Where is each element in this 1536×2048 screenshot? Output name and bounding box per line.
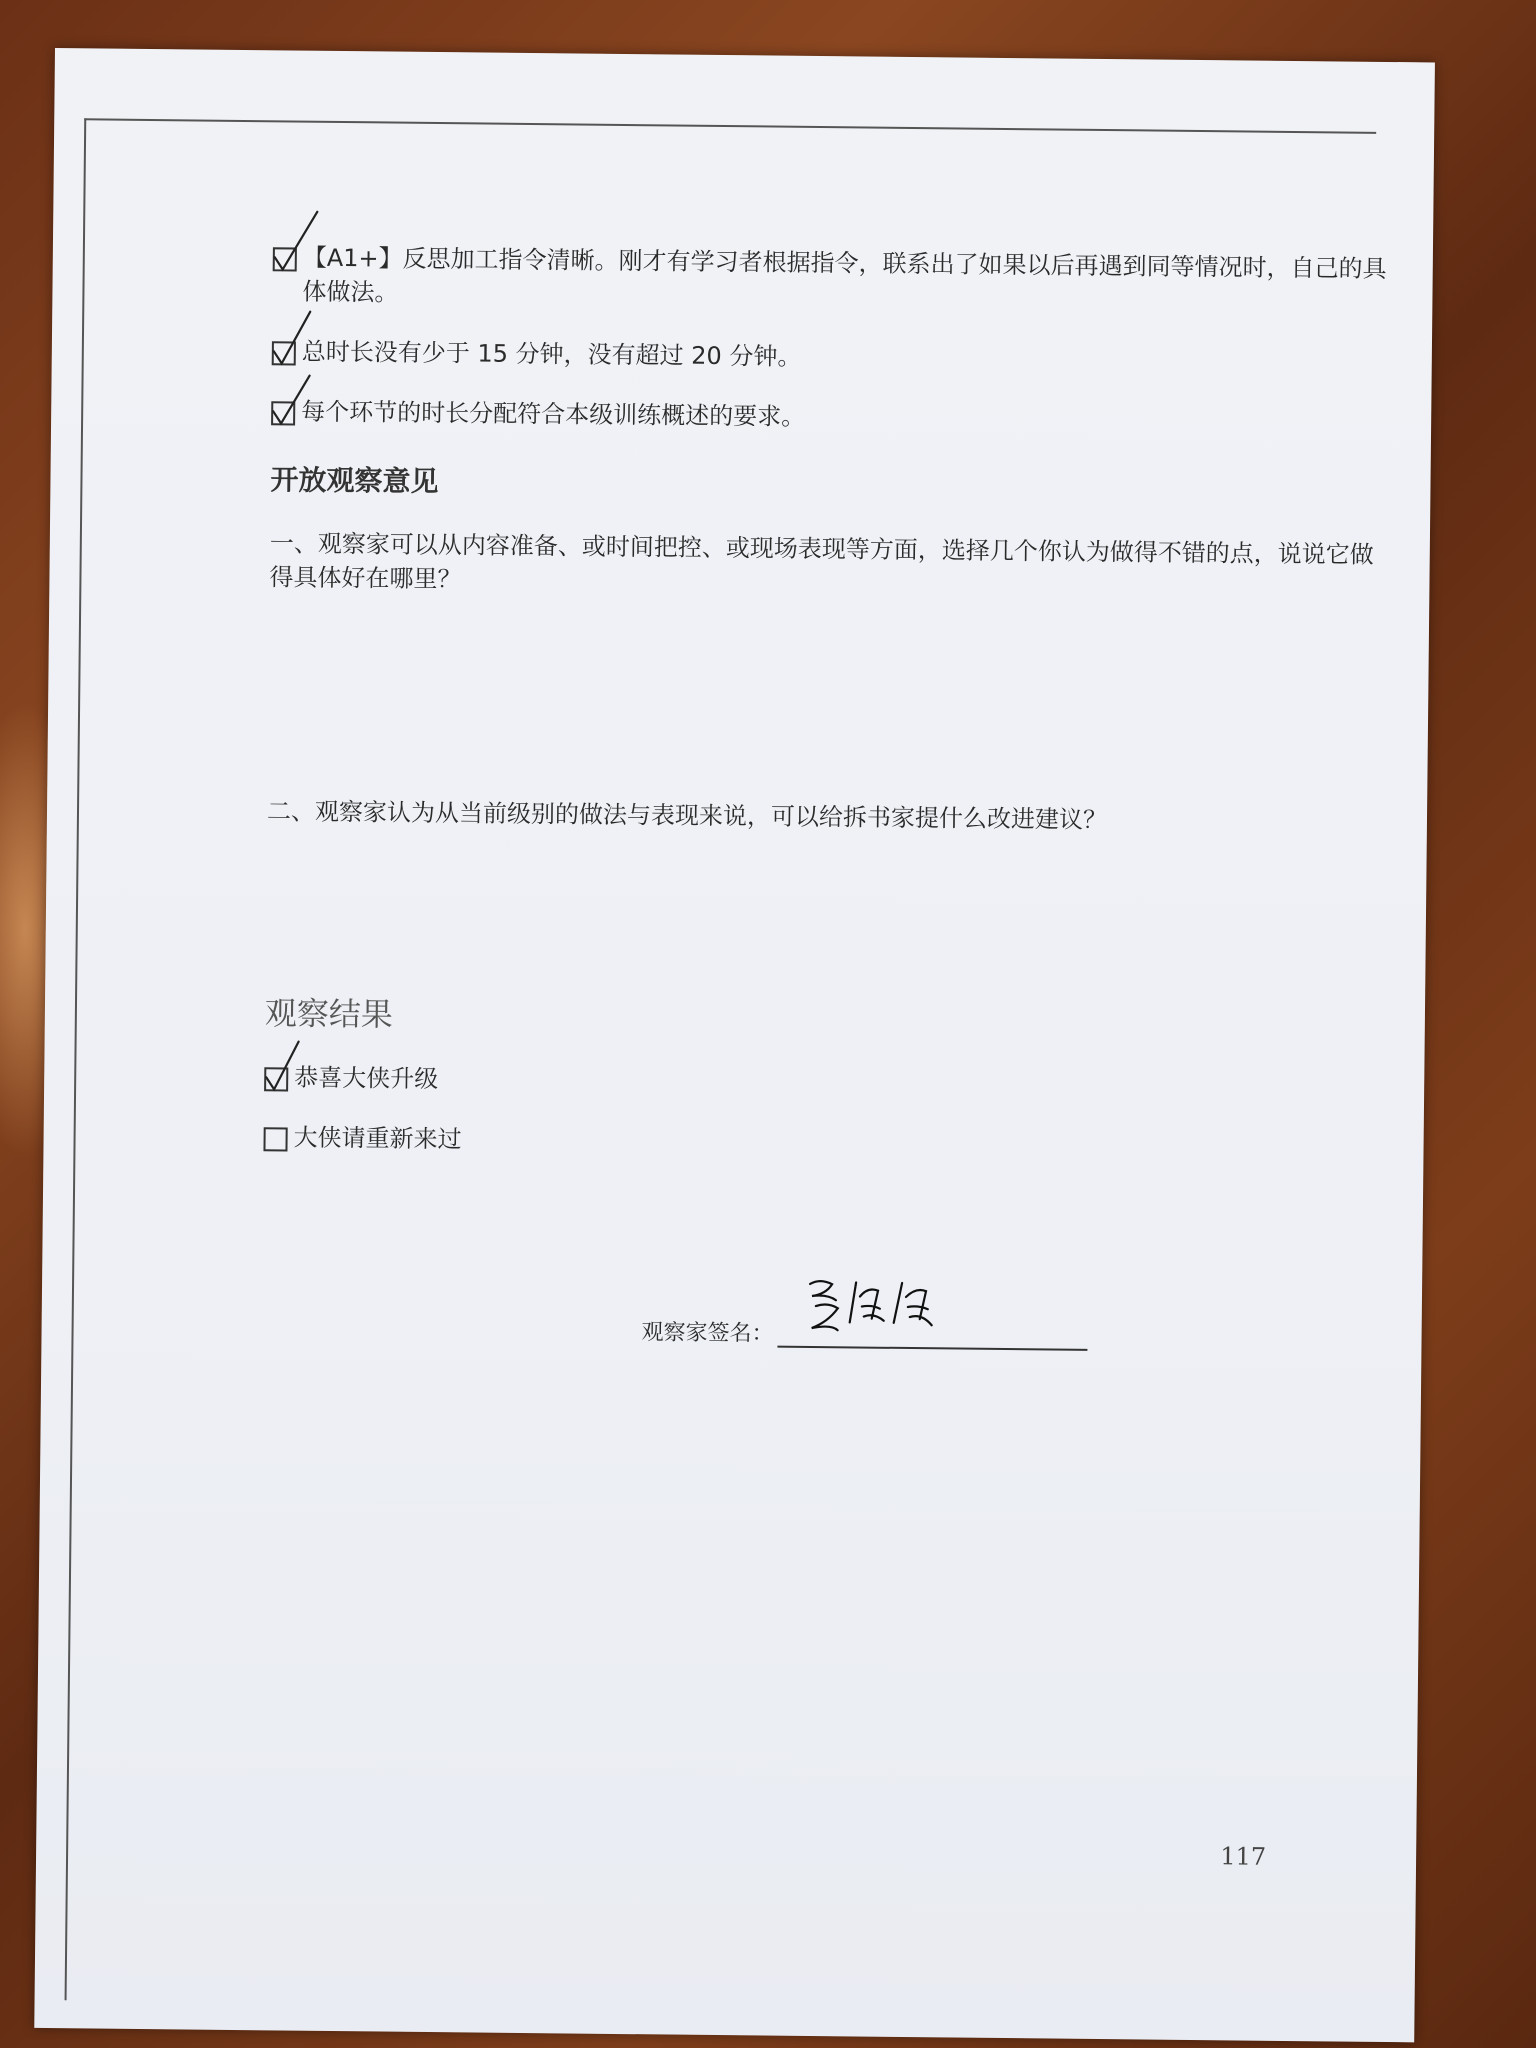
- page-number: 117: [1220, 1842, 1267, 1871]
- question-1: 一、观察家可以从内容准备、或时间把控、或现场表现等方面，选择几个你认为做得不错的点，说说它做得具体好在哪里？: [269, 529, 1374, 594]
- result-option[interactable]: [264, 1060, 1384, 1106]
- observation-result-heading: 观察结果: [264, 994, 394, 1034]
- checklist-item[interactable]: [272, 240, 1393, 320]
- checkbox-checked[interactable]: [271, 401, 295, 425]
- signature-line[interactable]: [777, 1296, 1088, 1351]
- checkbox-unchecked[interactable]: [263, 1127, 287, 1151]
- signature-label: 观察家签名：: [641, 1320, 774, 1347]
- handwritten-check-icon: [262, 1027, 323, 1098]
- form-content: [263, 240, 1393, 1192]
- checkbox-checked[interactable]: [264, 1067, 288, 1091]
- checklist-item-text: 【A1+】反思加工指令清晰。刚才有学习者根据指令，联系出了如果以后再遇到同等情况时，自己的具体做法。: [302, 243, 1387, 307]
- checkbox-checked[interactable]: [273, 247, 297, 271]
- document-page: [34, 48, 1435, 2042]
- signature-area: [641, 1294, 1088, 1351]
- handwritten-signature-icon: [798, 1272, 999, 1344]
- result-option[interactable]: [263, 1120, 1383, 1166]
- question-2: 二、观察家认为从当前级别的做法与表现来说，可以给拆书家提什么改进建议？: [266, 797, 1108, 835]
- result-option-label: 恭喜大侠升级: [294, 1063, 439, 1094]
- result-option-label: 大侠请重新来过: [293, 1123, 462, 1154]
- handwritten-check-icon: [271, 207, 332, 278]
- checklist-item[interactable]: [272, 334, 1392, 380]
- open-observation-heading: 开放观察意见: [270, 463, 439, 499]
- checklist-item[interactable]: [271, 394, 1391, 440]
- checklist-item-text: 每个环节的时长分配符合本级训练概述的要求。: [301, 397, 806, 431]
- checklist-item-text: 总时长没有少于 15 分钟，没有超过 20 分钟。: [301, 337, 802, 371]
- handwritten-check-icon: [269, 361, 330, 432]
